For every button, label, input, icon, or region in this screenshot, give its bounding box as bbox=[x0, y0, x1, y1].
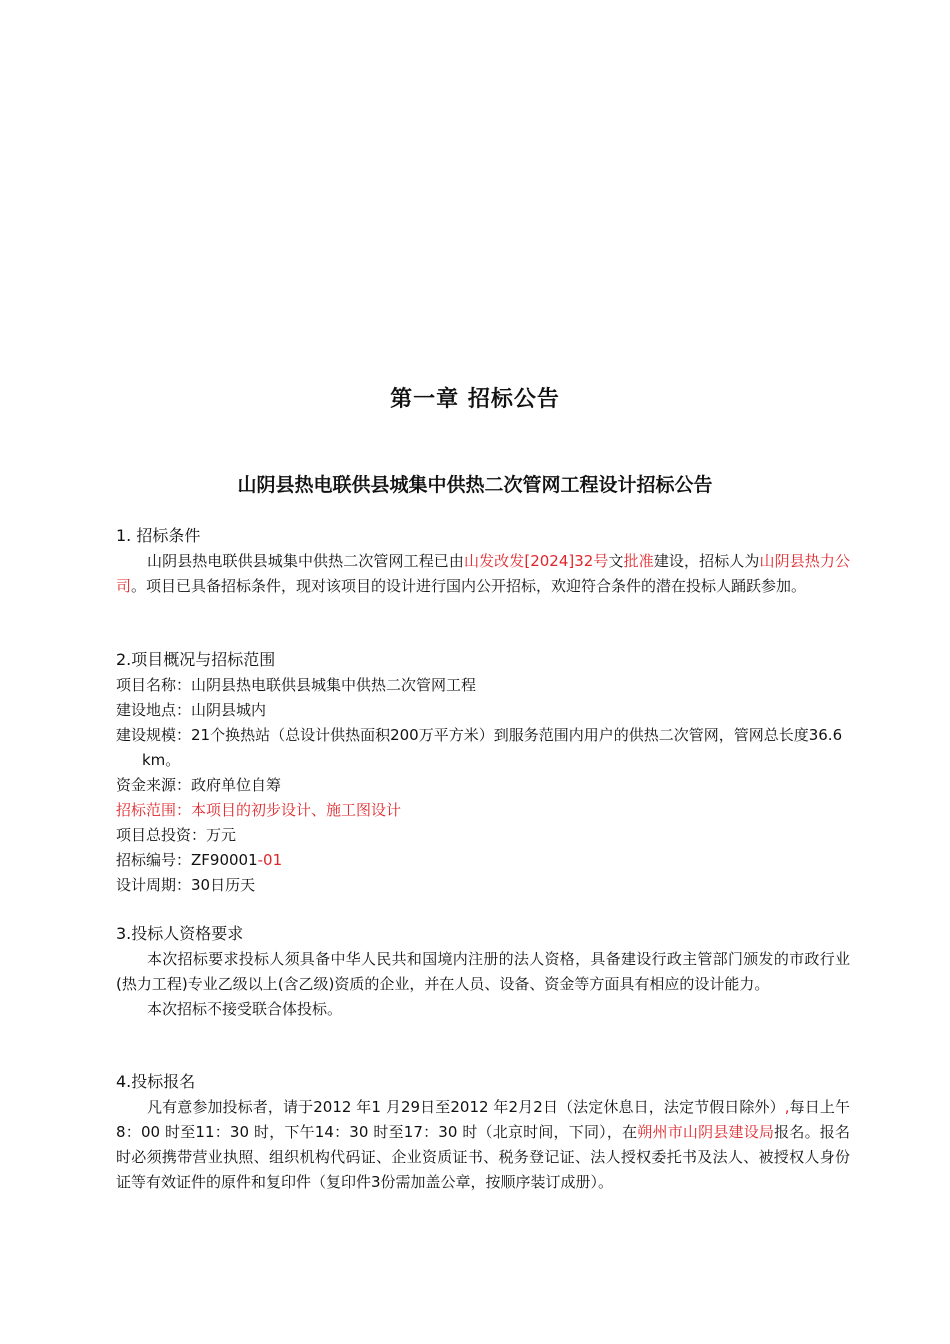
section-registration bbox=[116, 1068, 850, 1195]
section-bidding-conditions bbox=[116, 522, 850, 599]
tender-number-label: 招标编号：ZF90001 bbox=[116, 851, 258, 869]
text-segment: 山阴县热电联供县城集中供热二次管网工程已由 bbox=[147, 552, 464, 570]
design-period: 设计周期：30日历天 bbox=[116, 876, 256, 894]
section-bidder-qualification bbox=[116, 920, 850, 1022]
chapter-title: 第一章 招标公告 bbox=[390, 387, 560, 412]
section-heading: 1. 招标条件 bbox=[116, 526, 201, 545]
bidding-scope: 招标范围：本项目的初步设计、施工图设计 bbox=[116, 801, 402, 819]
section-heading: 2.项目概况与招标范围 bbox=[116, 650, 276, 669]
total-investment: 项目总投资：万元 bbox=[116, 826, 237, 844]
comma-mark: , bbox=[784, 1098, 790, 1116]
text-segment: 文 bbox=[608, 552, 624, 570]
approval-document-number: 山发改发[2024]32号 bbox=[463, 552, 609, 570]
text-segment: 报名。报名时必须携带营业执照、组织机构代码证、企业资质证书、税务登记证、法人授权委托书及法人、被授权人身份证等有效证件的原件和复印件（复印件3份需加盖公章，按顺序装订成册）。 bbox=[116, 1123, 850, 1191]
section-heading: 3.投标人资格要求 bbox=[116, 924, 244, 943]
qualification-paragraph: 本次招标要求投标人须具备中华人民共和国境内注册的法人资格，具备建设行政主管部门颁发的市政行业(热力工程)专业乙级以上(含乙级)资质的企业，并在人员、设备、资金等方面具有相应的设计能力。 bbox=[116, 950, 850, 993]
registration-place: 朔州市山阴县建设局 bbox=[637, 1123, 775, 1141]
section-heading: 4.投标报名 bbox=[116, 1072, 196, 1091]
project-scale: 建设规模：21个换热站（总设计供热面积200万平方米）到服务范围内用户的供热二次管网，管网总长度36.6 km。 bbox=[116, 726, 843, 769]
tenderer-name: 山阴县热力公司 bbox=[116, 552, 850, 595]
text-segment: 。项目已具备招标条件，现对该项目的设计进行国内公开招标，欢迎符合条件的潜在投标人踊跃参加。 bbox=[131, 577, 807, 595]
text-segment: 每日上午8：00 时至11：30 时，下午14：30 时至17：30 时（北京时间，下同），在 bbox=[116, 1098, 850, 1141]
approved-word: 批准 bbox=[623, 552, 654, 570]
registration-paragraph bbox=[116, 1095, 850, 1195]
text-segment: 凡有意参加投标者，请于2012 年1 月29日至2012 年2月2日（法定休息日，法定节假日除外） bbox=[147, 1098, 785, 1116]
tender-number bbox=[116, 848, 850, 873]
bidding-conditions-paragraph bbox=[116, 549, 850, 599]
funding-source: 资金来源：政府单位自筹 bbox=[116, 776, 282, 794]
text-segment: 建设，招标人为 bbox=[653, 552, 760, 570]
tender-number-suffix: -01 bbox=[257, 851, 283, 869]
notice-title: 山阴县热电联供县城集中供热二次管网工程设计招标公告 bbox=[237, 474, 713, 496]
consortium-paragraph: 本次招标不接受联合体投标。 bbox=[147, 1000, 343, 1018]
section-project-overview bbox=[116, 646, 850, 898]
project-name: 项目名称：山阴县热电联供县城集中供热二次管网工程 bbox=[116, 676, 477, 694]
project-location: 建设地点：山阴县城内 bbox=[116, 701, 267, 719]
